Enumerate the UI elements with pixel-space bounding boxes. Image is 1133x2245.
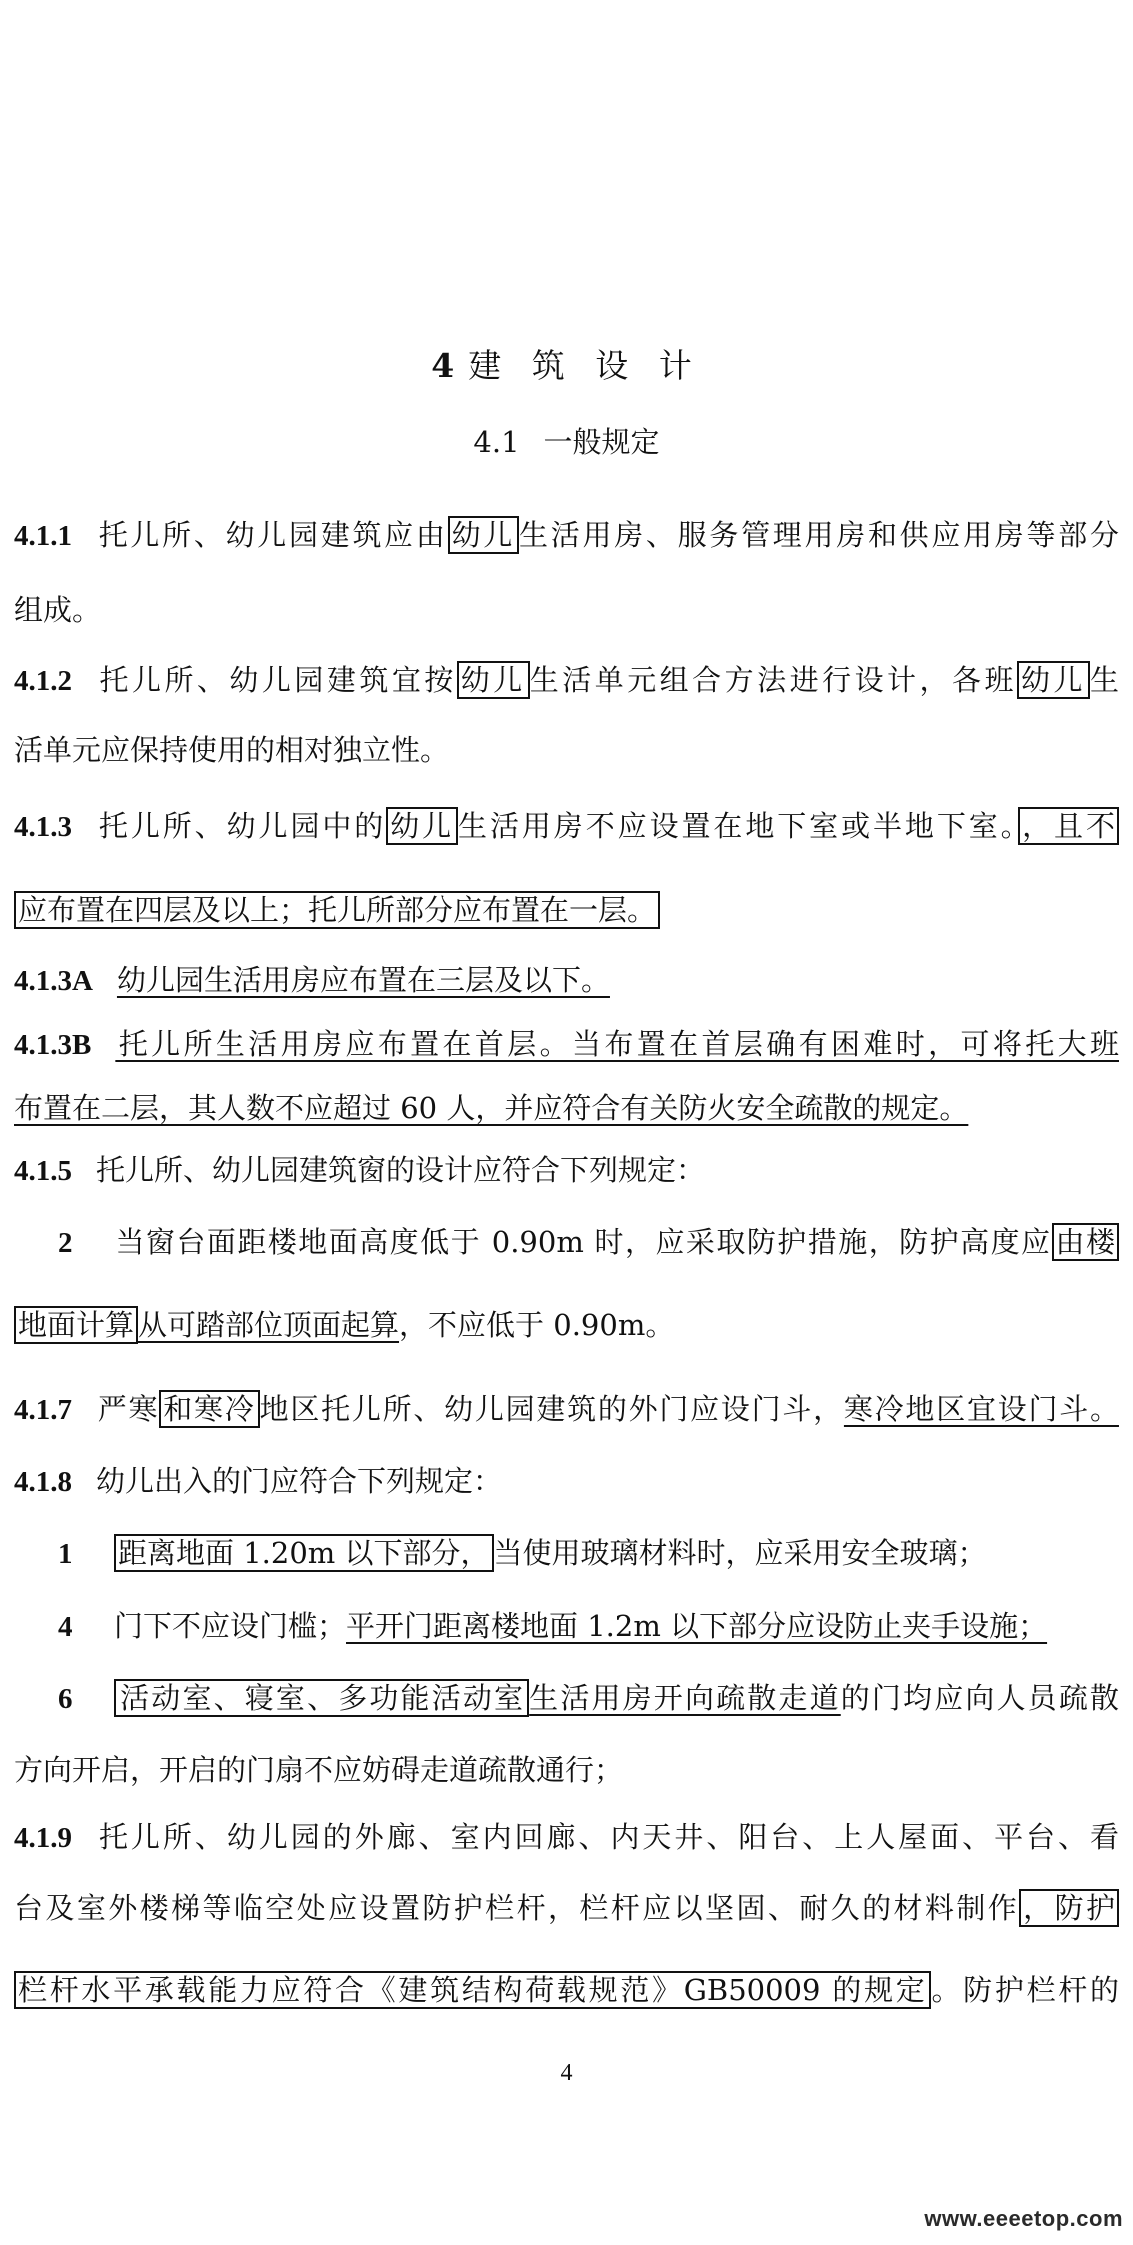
underlined-revision: 从可踏部位顶面起算	[138, 1308, 400, 1342]
clause-4-1-1-line-2	[14, 590, 1119, 630]
clause-text: 托儿所、幼儿园中的	[96, 809, 387, 843]
clause-number: 4.1.3A	[14, 965, 93, 997]
underlined-revision: 布置在二层，其人数不应超过 60 人，并应符合有关防火安全疏散的规定。	[14, 1091, 969, 1125]
boxed-revision: 地面计算	[14, 1306, 138, 1344]
item-number: 6	[58, 1683, 73, 1715]
clause-4-1-9-line-2	[14, 1888, 1119, 1928]
clause-number: 4.1.1	[14, 520, 72, 552]
clause-4-1-8-item-6-line-1	[14, 1678, 1119, 1719]
clause-text: 托儿所、幼儿园建筑窗的设计应符合下列规定：	[96, 1153, 706, 1187]
clause-4-1-5	[14, 1150, 1119, 1191]
boxed-revision: 幼儿	[386, 807, 458, 845]
clause-4-1-7	[14, 1389, 1119, 1430]
clause-text: 生活单元组合方法进行设计，各班	[529, 663, 1017, 697]
clause-4-1-3-line-2	[14, 890, 1119, 930]
underlined-revision: 寒冷地区宜设门斗。	[843, 1392, 1119, 1426]
clause-number: 4.1.5	[14, 1155, 72, 1187]
clause-4-1-5-item-2-line-1	[14, 1222, 1119, 1263]
clause-text: 幼儿出入的门应符合下列规定：	[96, 1464, 503, 1498]
boxed-revision: 幼儿	[457, 661, 530, 699]
clause-text: ，不应低于 0.90m。	[399, 1308, 675, 1342]
clause-text: 托儿所、幼儿园的外廊、室内回廊、内天井、阳台、上人屋面、平台、看	[96, 1820, 1119, 1854]
clause-4-1-8-item-1	[14, 1533, 1119, 1574]
clause-number: 4.1.2	[14, 665, 72, 697]
boxed-revision: 距离地面 1.20m 以下部分，	[114, 1534, 494, 1572]
clause-number: 4.1.3B	[14, 1029, 92, 1061]
clause-4-1-3b-line-2	[14, 1088, 1119, 1128]
page-number: 4	[560, 2060, 573, 2086]
clause-4-1-8-item-6-line-2	[14, 1750, 1119, 1790]
clause-text: 活单元应保持使用的相对独立性。	[14, 733, 450, 767]
clause-number: 4.1.7	[14, 1394, 72, 1426]
item-number: 1	[58, 1538, 73, 1570]
clause-4-1-9-line-1	[14, 1817, 1119, 1858]
underlined-revision: 幼儿园生活用房应布置在三层及以下。	[116, 963, 610, 997]
clause-text: 托儿所、幼儿园建筑应由	[96, 518, 448, 552]
boxed-revision: 幼儿	[448, 516, 519, 554]
underlined-revision: 托儿所生活用房应布置在首层。当布置在首层确有困难时，可将托大班	[115, 1027, 1119, 1061]
item-number: 4	[58, 1611, 73, 1643]
watermark: www.eeeetop.com	[924, 2206, 1123, 2231]
clause-text: 方向开启，开启的门扇不应妨碍走道疏散通行；	[14, 1753, 624, 1787]
clause-4-1-3b-line-1	[14, 1024, 1119, 1065]
boxed-revision: 栏杆水平承载能力应符合《建筑结构荷载规范》GB50009 的规定	[14, 1971, 931, 2009]
underlined-revision: 平开门距离楼地面 1.2m 以下部分应设防止夹手设施；	[346, 1609, 1048, 1643]
clause-number: 4.1.9	[14, 1822, 72, 1854]
clause-text: 。防护栏杆的	[931, 1973, 1119, 2007]
clause-number: 4.1.8	[14, 1466, 72, 1498]
clause-text: 生活用房、服务管理用房和供应用房等部分	[519, 518, 1119, 552]
clause-4-1-3-line-1	[14, 806, 1119, 847]
clause-text: 门下不应设门槛；	[114, 1609, 347, 1643]
clause-4-1-8	[14, 1461, 1119, 1502]
section-number: 4.1	[473, 425, 520, 459]
boxed-revision: 由楼	[1052, 1223, 1119, 1261]
boxed-revision: 幼儿	[1017, 661, 1090, 699]
clause-text: 地区托儿所、幼儿园建筑的外门应设门斗，	[259, 1392, 844, 1426]
clause-text: 生活用房不应设置在地下室或半地下室。	[458, 809, 1019, 843]
clause-4-1-2-line-2	[14, 730, 1119, 770]
boxed-revision: 和寒冷	[159, 1390, 259, 1428]
clause-text: 生	[1089, 663, 1119, 697]
clause-text: 的门均应向人员疏散	[840, 1681, 1119, 1715]
clause-4-1-2-line-1	[14, 660, 1119, 701]
section-heading	[0, 420, 1133, 461]
clause-4-1-8-item-4	[14, 1606, 1119, 1647]
chapter-title: 建 筑 设 计	[468, 346, 702, 385]
clause-text: 严寒	[96, 1392, 160, 1426]
chapter-heading	[0, 340, 1133, 387]
clause-text: 当使用玻璃材料时，应采用安全玻璃；	[493, 1536, 987, 1570]
clause-4-1-9-line-3	[14, 1970, 1119, 2010]
clause-number: 4.1.3	[14, 811, 72, 843]
boxed-revision: 活动室、寝室、多功能活动室	[114, 1679, 529, 1717]
boxed-revision: ，防护	[1019, 1889, 1119, 1927]
boxed-revision: ，且不	[1018, 807, 1119, 845]
clause-4-1-1-line-1	[14, 515, 1119, 556]
clause-4-1-3a	[14, 960, 1119, 1001]
section-title: 一般规定	[543, 425, 660, 459]
clause-text: 台及室外楼梯等临空处应设置防护栏杆，栏杆应以坚固、耐久的材料制作	[14, 1891, 1020, 1925]
clause-text: 托儿所、幼儿园建筑宜按	[96, 663, 457, 697]
clause-4-1-5-item-2-line-2	[14, 1305, 1119, 1345]
clause-text: 组成。	[14, 593, 102, 627]
chapter-number: 4	[431, 346, 455, 385]
boxed-revision: 应布置在四层及以上；托儿所部分应布置在一层。	[14, 891, 660, 929]
item-number: 2	[58, 1227, 73, 1259]
underlined-revision: 生活用房开向疏散走道	[529, 1681, 841, 1715]
clause-text: 当窗台面距楼地面高度低于 0.90m 时，应采取防护措施，防护高度应	[114, 1225, 1052, 1259]
